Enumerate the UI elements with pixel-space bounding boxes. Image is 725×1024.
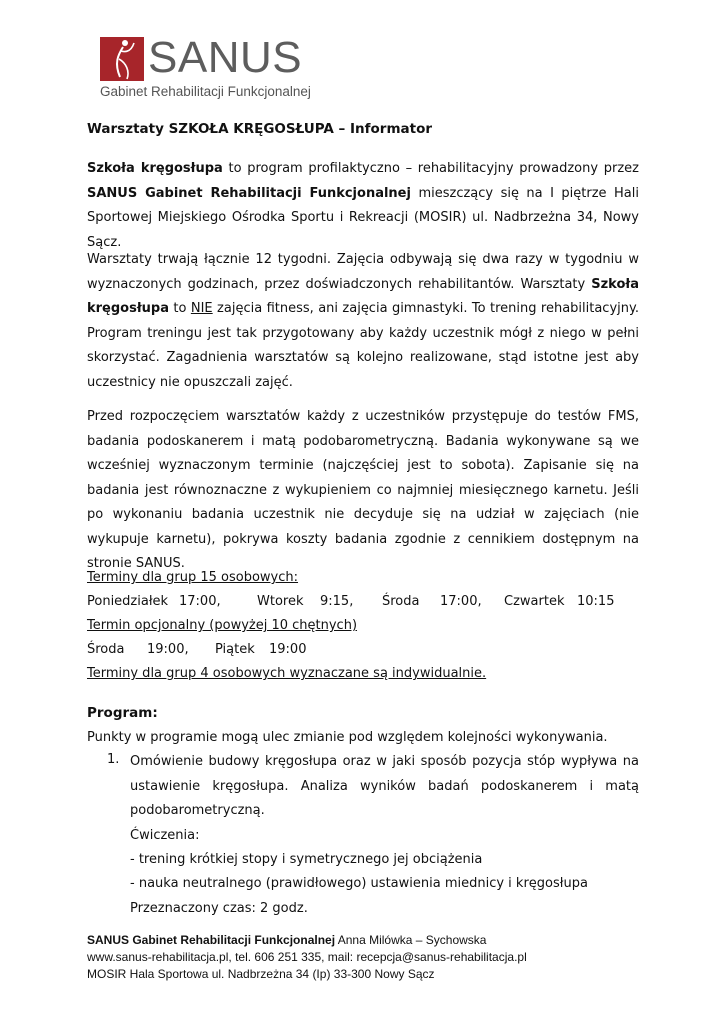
schedule-time: 9:15,: [320, 594, 354, 609]
footer-owner: Anna Milówka – Sychowska: [335, 933, 487, 947]
schedule-day: Środa: [382, 594, 420, 609]
text: Przed rozpoczęciem warsztatów każdy z uczestników przystępuje do testów FMS, badania podoskanerem i matą podobarometryczną. Badania wykonywane są we wcześniej wyznaczonym terminie (najczęściej jest to sobota). Zapisanie się na badania jest równoznaczne z wykupieniem co najmniej miesięcznego karnetu. Jeśli po wykonaniu badania uczestnik nie decyduje się na udział w zajęciach (nie wykupuje karnetu), pokrywa koszty badania zgodnie z cennikiem dostępnym na stronie SANUS.: [87, 409, 639, 571]
schedule-time: 17:00,: [440, 594, 482, 609]
paragraph-tests: [87, 405, 639, 577]
schedule-group15-row: [87, 590, 639, 614]
schedule: [87, 566, 639, 686]
figure-icon: [100, 37, 144, 81]
schedule-group4-note: Terminy dla grup 4 osobowych wyznaczane są indywidualnie.: [87, 666, 487, 681]
footer-company: SANUS Gabinet Rehabilitacji Funkcjonalnej: [87, 933, 336, 947]
bold-text: SANUS Gabinet Rehabilitacji Funkcjonalnej: [87, 185, 411, 201]
program-heading: Program:: [87, 705, 158, 721]
schedule-day: Poniedziałek: [87, 594, 169, 609]
paragraph-intro: [87, 157, 639, 255]
list-item-text: Omówienie budowy kręgosłupa oraz w jaki sposób pozycja stóp wypływa na ustawienie kręgosłupa. Analiza wyników badań podoskanerem i matą podobarometryczną.: [130, 754, 639, 818]
text: to: [169, 301, 191, 316]
logo-mark: [100, 37, 144, 81]
text: mieszczący się na I piętrze Hali Sportowej Miejskiego Ośrodka Sportu i Rekreacji (MOSIR) ul. Nadbrzeżna 34, Nowy Sącz.: [87, 185, 639, 250]
page-title: Warsztaty SZKOŁA KRĘGOSŁUPA – Informator: [87, 121, 433, 137]
exercises-label: Ćwiczenia:: [130, 827, 200, 843]
sanus-logo: [100, 33, 311, 103]
schedule-time: 19:00,: [147, 642, 189, 657]
logo-subtitle: Gabinet Rehabilitacji Funkcjonalnej: [100, 84, 311, 99]
bold-text: Szkoła kręgosłupa: [87, 161, 223, 176]
schedule-optional-heading: Termin opcjonalny (powyżej 10 chętnych): [87, 618, 358, 633]
text: zajęcia fitness, ani zajęcia gimnastyki. To trening rehabilitacyjny. Program treningu jest tak przygotowany aby każdy uczestnik mógł z niego w pełni skorzystać. Zagadnienia warsztatów są kolejno realizowane, stąd istotne jest aby uczestnicy nie opuszczali zajęć.: [87, 301, 639, 390]
schedule-group15-heading: Terminy dla grup 15 osobowych:: [87, 570, 299, 585]
list-item-number: 1.: [107, 752, 120, 767]
exercise-item: - nauka neutralnego (prawidłowego) ustawienia miednicy i kręgosłupa: [130, 876, 588, 892]
paragraph-workshops: [87, 248, 639, 395]
program-intro: Punkty w programie mogą ulec zmianie pod względem kolejności wykonywania.: [87, 730, 608, 745]
schedule-optional-row: [87, 638, 639, 662]
schedule-day: Piątek: [215, 642, 255, 657]
list-item: [130, 750, 639, 921]
footer-contact: www.sanus-rehabilitacja.pl, tel. 606 251 335, mail: recepcja@sanus-rehabilitacja.pl: [87, 950, 527, 964]
logo-brand: SANUS: [148, 33, 303, 82]
underlined-text: NIE: [190, 301, 213, 316]
schedule-day: Czwartek: [504, 594, 565, 609]
footer: [87, 932, 527, 983]
text: Warsztaty trwają łącznie 12 tygodni. Zajęcia odbywają się dwa razy w tygodniu w wyznaczonych godzinach, przez doświadczonych rehabilitantów. Warsztaty: [87, 252, 639, 292]
schedule-day: Wtorek: [257, 594, 304, 609]
schedule-time: 19:00: [269, 642, 307, 657]
text: to program profilaktyczno – rehabilitacyjny prowadzony przez: [222, 161, 639, 176]
schedule-day: Środa: [87, 642, 125, 657]
schedule-time: 17:00,: [179, 594, 221, 609]
bold-text: Szkoła kręgosłupa: [87, 276, 639, 316]
schedule-time: 10:15: [577, 594, 615, 609]
footer-address: MOSIR Hala Sportowa ul. Nadbrzeżna 34 (Ip) 33-300 Nowy Sącz: [87, 967, 435, 981]
exercise-item: - trening krótkiej stopy i symetrycznego jej obciążenia: [130, 851, 483, 867]
duration: Przeznaczony czas: 2 godz.: [130, 900, 308, 916]
